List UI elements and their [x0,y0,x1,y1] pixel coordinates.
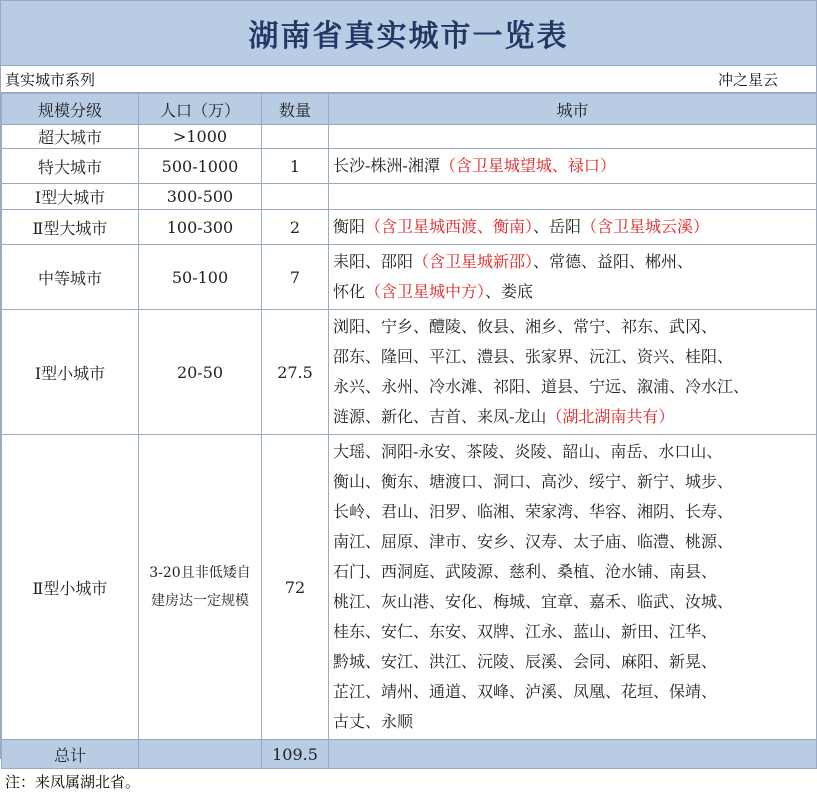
grade-cell: Ⅱ型小城市 [2,435,139,740]
grade-cell: Ⅱ型大城市 [2,210,139,245]
count-cell: 1 [262,149,329,184]
city-names: 桂东、安仁、东安、双牌、江永、蓝山、新田、江华、 [333,622,718,641]
total-empty-cell [139,740,262,769]
satellite-note: （湖北湖南共有） [546,407,675,426]
table-row [2,435,817,740]
city-names: 浏阳、宁乡、醴陵、攸县、湘乡、常宁、祁东、武冈、 [333,317,718,336]
satellite-note: （含卫星城云溪） [581,217,710,236]
city-names: 长岭、君山、汨罗、临湘、荣家湾、华容、湘阴、长寿、 [333,502,734,521]
city-names: 永兴、永州、冷水滩、祁阳、道县、宁远、溆浦、冷水江、 [333,377,750,396]
cities-cell [329,210,817,245]
city-names: 怀化 [333,282,366,301]
total-empty-cell [329,740,817,769]
table-row [2,184,817,210]
header-grade: 规模分级 [2,94,139,125]
grade-cell: 特大城市 [2,149,139,184]
population-cell: >1000 [139,125,262,149]
total-row [2,740,817,769]
city-names: 芷江、靖州、通道、双峰、泸溪、凤凰、花垣、保靖、 [333,682,718,701]
city-names: 、常德、益阳、郴州、 [533,252,694,271]
total-count: 109.5 [262,740,329,769]
series-label: 真实城市系列 [5,70,96,89]
count-cell [262,184,329,210]
population-cell: 500-1000 [139,149,262,184]
table-row [2,310,817,435]
satellite-note: （含卫星城望城、禄口） [439,156,616,175]
satellite-note: （含卫星城新邵） [413,252,534,271]
city-names: 衡山、衡东、塘渡口、洞口、高沙、绥宁、新宁、城步、 [333,472,734,491]
table-body [2,125,817,740]
cities-cell [329,435,817,740]
table-row [2,210,817,245]
table-row [2,125,817,149]
grade-cell: 超大城市 [2,125,139,149]
count-cell: 27.5 [262,310,329,435]
total-label: 总计 [2,740,139,769]
city-names: 涟源、新化、吉首、来凤-龙山 [333,407,547,426]
city-names: 大瑶、洞阳-永安、茶陵、炎陵、韶山、南岳、水口山、 [333,442,723,461]
cities-cell [329,149,817,184]
title-bar [1,1,816,66]
subtitle-row [1,66,816,93]
population-cell: 100-300 [139,210,262,245]
grade-cell: 中等城市 [2,245,139,310]
grade-cell: Ⅰ型大城市 [2,184,139,210]
header-count: 数量 [262,94,329,125]
cities-cell [329,245,817,310]
count-cell [262,125,329,149]
population-cell: 300-500 [139,184,262,210]
table-row [2,149,817,184]
table-row [2,245,817,310]
city-names: 长沙-株洲-湘潭 [333,156,440,175]
count-cell: 72 [262,435,329,740]
satellite-note: （含卫星城中方） [365,282,486,301]
city-names: 邵东、隆回、平江、澧县、张家界、沅江、资兴、桂阳、 [333,347,734,366]
city-names: 南江、屈原、津市、安乡、汉寿、太子庙、临澧、桃源、 [333,532,734,551]
cities-cell [329,310,817,435]
city-names: 、娄底 [485,282,534,301]
count-cell: 7 [262,245,329,310]
city-names: 衡阳 [333,217,366,236]
population-cell: 20-50 [139,310,262,435]
satellite-note: （含卫星城西渡、衡南） [365,217,534,236]
city-names: 耒阳、邵阳 [333,252,414,271]
population-cell: 3-20且非低矮自建房达一定规模 [139,435,262,740]
cities-cell [329,125,817,149]
grade-cell: Ⅰ型小城市 [2,310,139,435]
city-table [1,93,817,769]
header-population: 人口（万） [139,94,262,125]
footnote: 注：来凤属湖北省。 [5,772,141,791]
header-cities: 城市 [329,94,817,125]
city-names: 、岳阳 [533,217,582,236]
cities-cell [329,184,817,210]
page-title: 湖南省真实城市一览表 [248,19,569,54]
city-names: 黔城、安江、洪江、沅陵、辰溪、会同、麻阳、新晃、 [333,652,718,671]
city-names: 古丈、永顺 [333,712,414,731]
count-cell: 2 [262,210,329,245]
city-names: 石门、西洞庭、武陵源、慈利、桑植、沧水铺、南县、 [333,562,718,581]
population-cell: 50-100 [139,245,262,310]
author-label: 冲之星云 [717,70,778,89]
header-row [2,94,817,125]
city-names: 桃江、灰山港、安化、梅城、宜章、嘉禾、临武、汝城、 [333,592,734,611]
